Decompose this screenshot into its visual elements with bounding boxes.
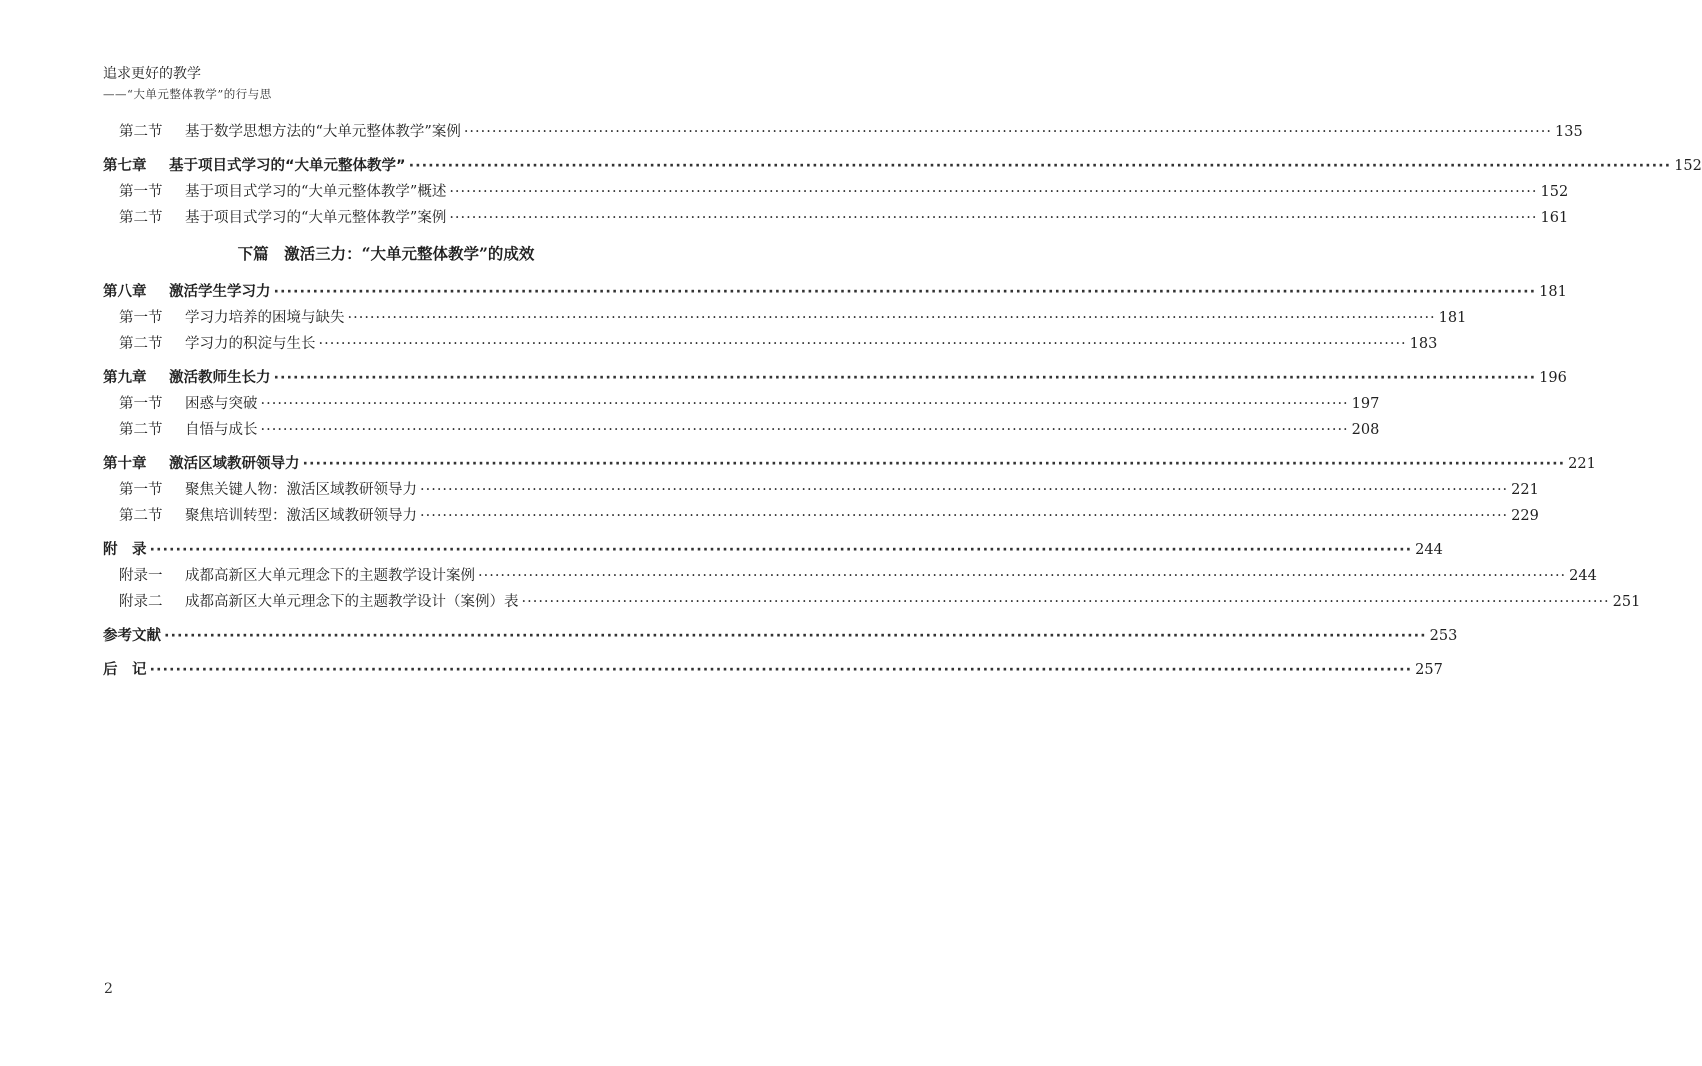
toc-page-number: 197 (1351, 396, 1380, 412)
toc-entry-title: 学习力的积淀与生长 (185, 336, 316, 352)
toc-chapter-row (103, 451, 1596, 477)
toc-section-row (103, 205, 1569, 231)
toc-leader-dots (345, 305, 1439, 331)
page-number: 2 (104, 981, 113, 997)
toc-leader-dots (461, 119, 1555, 145)
toc-entry-title: 成都高新区大单元理念下的主题教学设计案例 (185, 568, 475, 584)
toc-list-bottom (103, 279, 1641, 683)
toc-leader-dots (446, 205, 1540, 231)
toc-entry-number: 附录二 (119, 594, 163, 610)
toc-leader-dots (519, 589, 1613, 615)
toc-entry-title: 困惑与突破 (185, 396, 258, 412)
book-subtitle: ——“大单元整体教学”的行与思 (103, 87, 272, 101)
toc-entry-title: 聚焦关键人物：激活区域教研领导力 (185, 482, 417, 498)
toc-page-number: 161 (1540, 210, 1569, 226)
table-of-contents (103, 119, 1702, 683)
toc-leader-dots (446, 179, 1540, 205)
toc-chapter-row (103, 537, 1443, 563)
toc-page-number: 196 (1539, 370, 1567, 386)
toc-page-number: 152 (1674, 158, 1702, 174)
toc-entry-title: 自悟与成长 (185, 422, 258, 438)
part-heading: 下篇 激活三力：“大单元整体教学”的成效 (237, 244, 535, 263)
toc-entry-title: 基于项目式学习的“大单元整体教学” (169, 158, 406, 174)
toc-entry-title: 基于项目式学习的“大单元整体教学”案例 (185, 210, 447, 226)
toc-page-number: 135 (1555, 124, 1583, 140)
toc-section-row (103, 417, 1380, 443)
toc-section-row (103, 563, 1597, 589)
toc-leader-dots (161, 623, 1430, 649)
toc-entry-number: 第一节 (119, 396, 163, 412)
toc-page-number: 251 (1612, 594, 1641, 610)
toc-entry-title: 基于项目式学习的“大单元整体教学”概述 (185, 184, 447, 200)
toc-page-number: 221 (1568, 456, 1596, 472)
toc-leader-dots (300, 451, 1569, 477)
toc-entry-number: 第二节 (119, 508, 163, 524)
toc-leader-dots (258, 417, 1352, 443)
toc-chapter-row (103, 365, 1567, 391)
toc-leader-dots (258, 391, 1352, 417)
toc-leader-dots (147, 537, 1416, 563)
toc-leader-dots (316, 331, 1410, 357)
toc-chapter-row (103, 279, 1567, 305)
toc-entry-number: 第一节 (119, 482, 163, 498)
toc-entry-title: 基于数学思想方法的“大单元整体教学”案例 (185, 124, 461, 140)
toc-section-row (103, 503, 1539, 529)
toc-entry-number: 第二节 (119, 124, 163, 140)
toc-leader-dots (406, 153, 1675, 179)
toc-entry-title: 激活教师生长力 (169, 370, 271, 386)
toc-page-number: 208 (1351, 422, 1380, 438)
running-header (103, 66, 272, 101)
toc-entry-number: 第二节 (119, 210, 163, 226)
toc-section-row (103, 305, 1467, 331)
toc-entry-number: 第一节 (119, 310, 163, 326)
toc-entry-number: 第二节 (119, 422, 163, 438)
toc-leader-dots (147, 657, 1416, 683)
toc-page-number: 244 (1415, 542, 1443, 558)
toc-section-row (103, 179, 1569, 205)
toc-page-number: 183 (1409, 336, 1438, 352)
toc-entry-number: 后 记 (103, 662, 147, 678)
toc-page-number: 181 (1438, 310, 1467, 326)
toc-entry-number: 第一节 (119, 184, 163, 200)
toc-page-number: 181 (1539, 284, 1567, 300)
toc-page-number: 253 (1429, 628, 1458, 644)
toc-entry-title: 激活学生学习力 (169, 284, 271, 300)
toc-leader-dots (417, 477, 1511, 503)
toc-entry-number: 第九章 (103, 370, 147, 386)
toc-page-number: 152 (1540, 184, 1569, 200)
toc-page-number: 229 (1511, 508, 1539, 524)
toc-section-row (103, 331, 1438, 357)
toc-entry-number: 第十章 (103, 456, 147, 472)
toc-section-row (103, 477, 1539, 503)
toc-leader-dots (475, 563, 1569, 589)
toc-entry-title: 激活区域教研领导力 (169, 456, 300, 472)
toc-entry-title: 聚焦培训转型：激活区域教研领导力 (185, 508, 417, 524)
toc-leader-dots (271, 279, 1540, 305)
toc-leader-dots (271, 365, 1540, 391)
toc-entry-number: 参考文献 (103, 628, 161, 644)
toc-entry-number: 第二节 (119, 336, 163, 352)
toc-entry-number: 附录一 (119, 568, 163, 584)
toc-entry-number: 第八章 (103, 284, 147, 300)
toc-page-number: 221 (1511, 482, 1539, 498)
toc-entry-number: 第七章 (103, 158, 147, 174)
toc-entry-title: 成都高新区大单元理念下的主题教学设计（案例）表 (185, 594, 519, 610)
toc-section-row (103, 119, 1583, 145)
toc-entry-number: 附 录 (103, 542, 147, 558)
toc-chapter-row (103, 657, 1443, 683)
book-title: 追求更好的教学 (103, 66, 201, 82)
toc-section-row (103, 589, 1641, 615)
toc-entry-title: 学习力培养的困境与缺失 (185, 310, 345, 326)
toc-page-number: 244 (1569, 568, 1597, 584)
toc-list-top (103, 119, 1702, 231)
toc-chapter-row (103, 623, 1458, 649)
toc-page-number: 257 (1415, 662, 1443, 678)
toc-leader-dots (417, 503, 1511, 529)
toc-chapter-row (103, 153, 1702, 179)
toc-section-row (103, 391, 1380, 417)
